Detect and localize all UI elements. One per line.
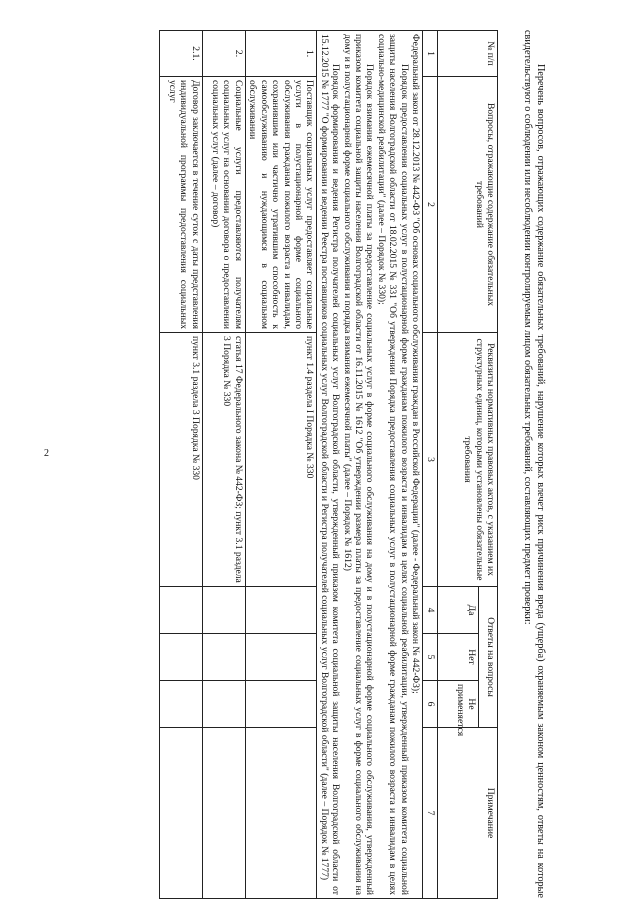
table-row xyxy=(202,31,245,899)
legal-act: Федеральный закон от 28.12.2013 № 442-ФЗ "Об основах социального обслуживания граждан в Российской Федерации" (далее - Федеральный закон № 442-ФЗ); xyxy=(410,34,421,694)
answer-na-cell[interactable] xyxy=(245,681,316,728)
legal-act: Порядок взимания ежемесячной платы за предоставление социальных услуг в форме социального обслуживания на дому и в полустационарной форме социального обслуживания, утвержденный приказом комитета социальной защиты населения Волгоградской области от 16.11.2015 № 1612 "Об утверждении размера платы за предоставление социальных услуг в форме социального обслуживания на дому и в полустационарной форме социального обслуживания и порядка взимания ежемесячной платы" (далее – Порядок № 1612) xyxy=(341,34,376,895)
header-yes: Да xyxy=(438,587,479,634)
table-row xyxy=(159,31,202,899)
note-cell[interactable] xyxy=(202,728,245,899)
legal-act: Порядок предоставления социальных услуг в полустационарной форме гражданам пожилого возраста и инвалидам в целях социальной реабилитации, утвержденный приказом комитета социальной защиты населения Волгоградской области от 18.02.2015 № 331 "Об утверждении Порядка предоставления социальных услуг в полустационарной форме гражданам пожилого возраста и инвалидам в целях социально-медицинской реабилитации" (далее – Порядок № 330); xyxy=(375,34,410,895)
page-number: 2 xyxy=(44,448,49,459)
column-index: 5 xyxy=(423,634,438,681)
row-requisites: пункт 1.4 раздела I Порядка № 330 xyxy=(245,333,316,587)
answer-yes-cell[interactable] xyxy=(202,587,245,634)
legal-acts-row xyxy=(317,31,423,899)
row-number: 2. xyxy=(202,31,245,77)
answer-na-cell[interactable] xyxy=(159,681,202,728)
column-index: 4 xyxy=(423,587,438,634)
header-num: № п/п xyxy=(438,31,498,77)
answer-yes-cell[interactable] xyxy=(245,587,316,634)
answer-na-cell[interactable] xyxy=(202,681,245,728)
row-question: Договор заключается в течение суток с даты представления индивидуальной программы предоставления социальных услуг xyxy=(159,77,202,333)
table-row xyxy=(245,31,316,899)
header-note: Примечание xyxy=(438,728,498,899)
row-question: Поставщик социальных услуг предоставляет социальные услуги в полустационарной форме социального обслуживания гражданам пожилого возраста и инвалидам, сохранившим или частично утратившим способность к самообслуживанию и нуждающимся в социальном обслуживании xyxy=(245,77,316,333)
column-index: 3 xyxy=(423,333,438,587)
answer-no-cell[interactable] xyxy=(159,634,202,681)
row-requisites: статья 17 Федерального закона № 442-ФЗ; пункт 3.1 раздела 3 Порядка № 330 xyxy=(202,333,245,587)
table-header-row xyxy=(479,31,498,899)
note-cell[interactable] xyxy=(159,728,202,899)
answer-yes-cell[interactable] xyxy=(159,587,202,634)
rotated-page-content xyxy=(40,30,546,898)
column-index: 2 xyxy=(423,77,438,333)
intro-paragraph: Перечень вопросов, отражающих содержание обязательных требований, нарушение которых влечет риск причинения вреда (ущерба) охраняемым законом ценностям, ответы на которые свидетельствуют о соблюдении или несоблюдении контролируемым лицом обязательных требований, составляющих предмет проверки: xyxy=(522,30,546,898)
header-na: Не применяется xyxy=(438,681,479,728)
row-number: 1. xyxy=(245,31,316,77)
header-question: Вопросы, отражающие содержание обязательных требований xyxy=(438,77,498,333)
answer-no-cell[interactable] xyxy=(245,634,316,681)
column-index-row xyxy=(423,31,438,899)
row-number: 2.1. xyxy=(159,31,202,77)
column-index: 6 xyxy=(423,681,438,728)
answer-no-cell[interactable] xyxy=(202,634,245,681)
row-question: Социальные услуги предоставляются получателям социальных услуг на основании договора о предоставлении социальных услуг (далее – договор) xyxy=(202,77,245,333)
requirements-table xyxy=(159,30,498,899)
header-no: Нет xyxy=(438,634,479,681)
row-requisites: пункт 3.1 раздела 3 Порядка № 330 xyxy=(159,333,202,587)
header-answers: Ответы на вопросы xyxy=(479,587,498,728)
header-requisites: Реквизиты нормативных правовых актов, с указанием их структурных единиц, которыми установлены обязательные требования xyxy=(438,333,498,587)
column-index: 1 xyxy=(423,31,438,77)
column-index: 7 xyxy=(423,728,438,899)
legal-acts-cell xyxy=(317,31,423,899)
legal-act: Порядок формирования и ведения Регистра получателей социальных услуг Волгоградской области, утвержденный приказом комитета социальной защиты населения Волгоградской области от 15.12.2015 № 1777 "О формировании и ведении Реестра поставщиков социальных услуг Волгоградской области и Регистра получателей социальных услуг Волгоградской области" (далее – Порядок № 1777) xyxy=(318,34,342,895)
note-cell[interactable] xyxy=(245,728,316,899)
